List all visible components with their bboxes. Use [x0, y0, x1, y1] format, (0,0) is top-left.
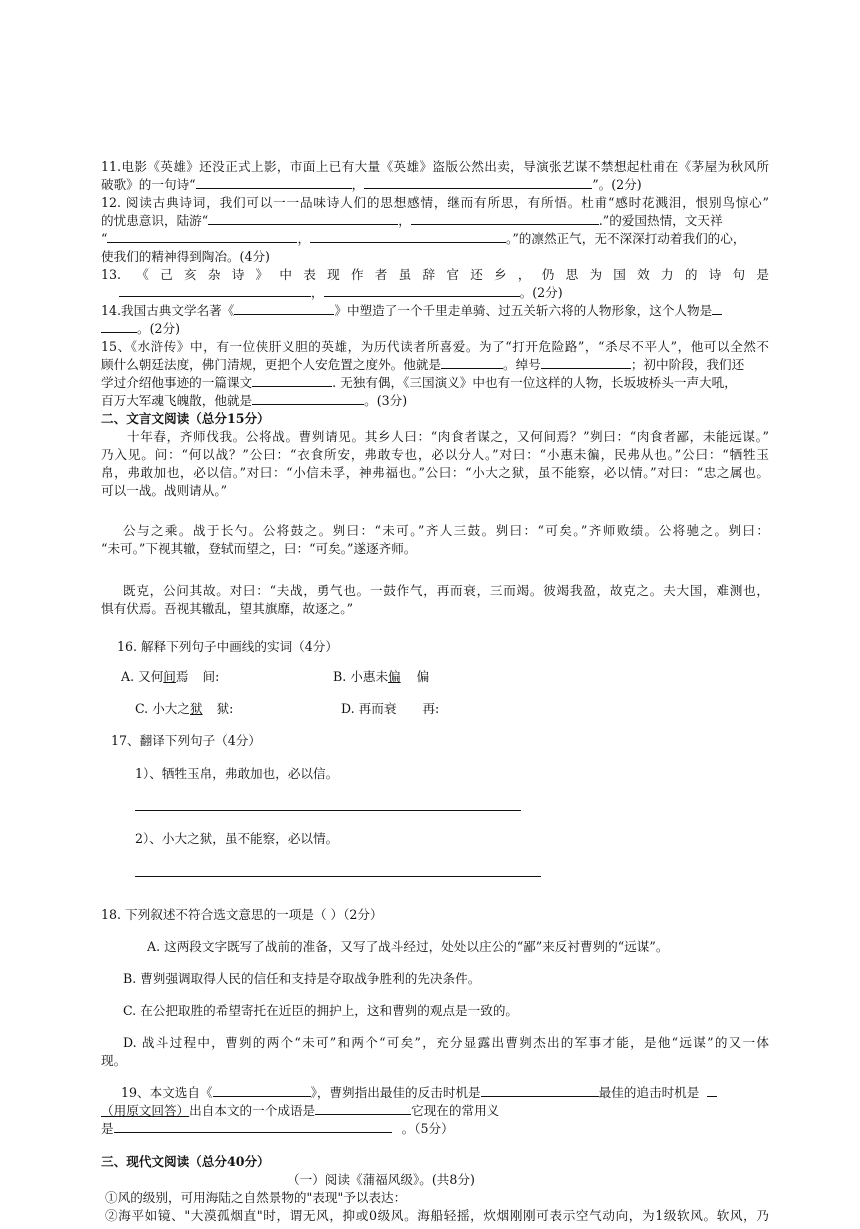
answer-blank[interactable] [411, 212, 599, 225]
answer-blank[interactable] [712, 302, 722, 315]
answer-blank[interactable] [196, 176, 352, 189]
q17-sentence-1: 1）、牺牲玉帛，弗敢加也，必以信。 [135, 766, 339, 781]
answer-blank[interactable] [541, 356, 631, 369]
q15-line1: 15、《水浒传》中，有一位侠肝义胆的英雄，为历代读者所喜爱。为了“打开危险路”，“杀尽不平人”，他可以全然不 [101, 339, 769, 354]
answer-blank[interactable] [364, 176, 592, 189]
q18-option-d-cont: 现。 [101, 1053, 127, 1068]
q14-line1: 14.我国古典文学名著《 》中塑造了一个千里走单骑、过五关斩六将的人物形象，这个人物是 [101, 302, 722, 320]
answer-blank[interactable] [324, 284, 520, 297]
q19-line1: 19、本文选自《 》，曹刿指出最佳的反击时机是 最佳的追击时机是 [121, 1084, 717, 1102]
answer-line[interactable] [135, 810, 521, 811]
q12-line3: “ ， 。”的凛然正气，无不深深打动着我们的心， [101, 231, 746, 246]
passage-line: 可以一战。战则请从。” [101, 483, 228, 498]
q15-line3: 学过介绍他事迹的一篇课文 . 无独有偶，《三国演义》中也有一位这样的人物，长坂坡桥头一声大吼， [101, 375, 737, 390]
answer-blank[interactable] [252, 392, 364, 405]
q17-sentence-2: 2）、小大之狱，虽不能察，必以情。 [135, 831, 339, 846]
q12-line2: 的忧患意识，陆游“ ， .”的爱国热情，文天祥 [101, 213, 723, 228]
q13-line2: ， 。(2分) [101, 284, 563, 302]
q16-option-a: A. 又何间焉 间: [121, 669, 220, 684]
answer-blank[interactable] [310, 230, 506, 243]
answer-blank[interactable] [252, 374, 332, 387]
q16-option-d: D. 再而衰 再: [341, 701, 440, 716]
q11-line1: 11.电影《英雄》还没正式上影，市面上已有大量《英雄》盗版公然出卖，导演张艺谋不禁想起杜甫在《茅屋为秋风所 [101, 159, 769, 174]
q19-line2: （用原文回答）出自本文的一个成语是 它现在的常用义 [101, 1103, 500, 1118]
q19-line3: 是 。（5分） [101, 1121, 454, 1136]
answer-blank[interactable] [208, 212, 398, 225]
answer-blank[interactable] [101, 320, 137, 333]
q11-line2: 破歌》的一句诗“ ， ”。(2分) [101, 177, 642, 192]
answer-blank[interactable] [315, 1102, 411, 1115]
answer-line[interactable] [135, 876, 541, 877]
answer-blank[interactable] [441, 356, 503, 369]
answer-blank[interactable] [119, 284, 311, 297]
q18-option-a: A. 这两段文字既写了战前的准备，又写了战斗经过，处处以庄公的“鄙”来反衬曹刿的“远谋”。 [147, 939, 669, 954]
q16-title: 16. 解释下列句子中画线的实词（4分） [117, 639, 338, 654]
subsection-title: （一）阅读《蒲福风级》。(共8分) [287, 1172, 475, 1187]
section-heading: 二、文言文阅读（总分15分） [101, 411, 270, 426]
q14-line2: 。(2分) [101, 320, 180, 338]
answer-blank[interactable] [481, 1084, 599, 1097]
answer-blank[interactable] [114, 1120, 392, 1133]
passage-line: 惧有伏焉。吾视其辙乱，望其旗靡，故逐之。” [101, 601, 354, 616]
passage-line: ②海平如镜、"大漠孤烟直"时，谓无风，抑或0级风。海船轻摇，炊烟刚刚可表示空气动向，为1级软风。软风，乃 [105, 1208, 769, 1223]
q15-line2: 顾什么朝廷法度，佛门清规，更把个人安危置之度外。他就是 。绰号 ；初中阶段，我们还 [101, 357, 745, 372]
answer-blank[interactable] [234, 302, 334, 315]
passage-line: 既克，公问其故。对曰：“夫战，勇气也。一鼓作气，再而衰，三而竭。彼竭我盈，故克之。夫大国，难测也， [123, 583, 769, 598]
q16-option-b: B. 小惠未偏 偏 [333, 669, 430, 684]
q12-line4: 使我们的精神得到陶冶。(4分) [101, 249, 270, 264]
q13-line1: 13. 《己亥杂诗》中表现作者虽辞官还乡，仍思为国效力的诗句是 [101, 267, 769, 282]
q18-option-d: D. 战斗过程中，曹刿的两个“未可”和两个“可矣”，充分显露出曹刿杰出的军事才能，是他“远谋”的又一体 [123, 1035, 769, 1050]
q15-line4: 百万大军魂飞魄散，他就是 。(3分) [101, 393, 408, 408]
section-heading: 三、现代文阅读（总分40分） [101, 1154, 270, 1169]
passage-line: “未可。”下视其辙，登轼而望之，曰：“可矣。”遂逐齐师。 [101, 541, 417, 556]
q16-option-c: C. 小大之狱 狱: [135, 701, 234, 716]
answer-blank[interactable] [107, 230, 297, 243]
q18-title: 18. 下列叙述不符合选文意思的一项是（ ）（2分） [101, 907, 383, 922]
passage-line: 帛，弗敢加也，必以信。”对曰：“小信未孚，神弗福也。”公曰：“小大之狱，虽不能察，必以情。”对曰：“忠之属也。 [101, 465, 769, 480]
passage-line: 公与之乘。战于长勺。公将鼓之。刿曰：“未可。”齐人三鼓。刿曰：“可矣。”齐师败绩。公将驰之。刿曰： [123, 523, 769, 538]
passage-line: 乃入见。问：“何以战？”公曰：“衣食所安，弗敢专也，必以分人。”对曰：“小惠未徧，民弗从也。”公曰：“牺牲玉 [101, 447, 769, 462]
q18-option-b: B. 曹刿强调取得人民的信任和支持是夺取战争胜利的先决条件。 [123, 971, 481, 986]
q12-line1: 12. 阅读古典诗词，我们可以一一品味诗人们的思想感情，继而有所思，有所悟。杜甫“感时花溅泪，恨别鸟惊心” [101, 195, 769, 210]
answer-blank[interactable] [213, 1084, 311, 1097]
passage-line: 十年春，齐师伐我。公将战。曹刿请见。其乡人曰：“肉食者谋之，又何间焉？”刿曰：“肉食者鄙，未能远谋。” [127, 429, 769, 444]
q17-title: 17、翻译下列句子（4分） [111, 733, 261, 748]
answer-blank[interactable] [707, 1084, 717, 1097]
passage-line: ①风的级别，可用海陆之自然景物的"表现"予以表达： [105, 1190, 407, 1205]
q18-option-c: C. 在公把取胜的希望寄托在近臣的拥护上，这和曹刿的观点是一致的。 [123, 1003, 519, 1018]
